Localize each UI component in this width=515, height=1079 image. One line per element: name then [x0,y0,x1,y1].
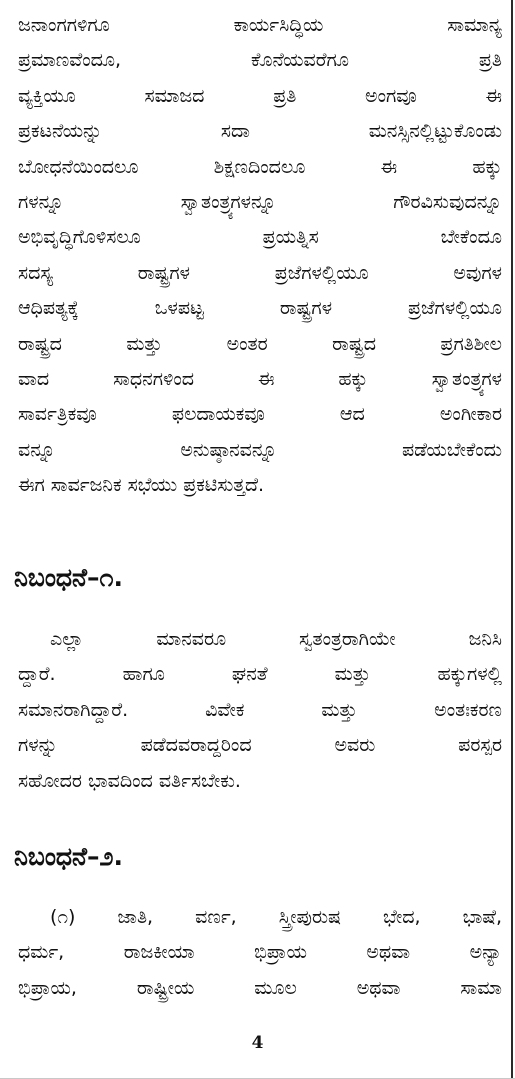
text-line: ಪ್ರಕಟನೆಯನ್ನು ಸದಾ ಮನಸ್ಸಿನಲ್ಲಿಟ್ಟುಕೊಂಡು [18,120,502,143]
text-line: ಸಮಾನರಾಗಿದ್ದಾರೆ. ವಿವೇಕ ಮತ್ತು ಅಂತಃಕರಣ [18,698,502,721]
text-line: ಎಲ್ಲಾ ಮಾನವರೂ ಸ್ವತಂತ್ರರಾಗಿಯೇ ಜನಿಸಿ [50,628,502,650]
text-line: ಸಹೋದರ ಭಾವದಿಂದ ವರ್ತಿಸಬೇಕು. [18,769,241,792]
text-line: ವನ್ನೂ ಅನುಷ್ಠಾನವನ್ನೂ ಪಡೆಯಬೇಕೆಂದು [18,438,502,461]
article-2-heading: ನಿಬಂಧನೆ–೨. [14,842,123,871]
text-line: ಆಧಿಪತ್ಯಕ್ಕೆ ಒಳಪಟ್ಟ ರಾಷ್ಟ್ರಗಳ ಪ್ರಜೆಗಳಲ್ಲಿಯೂ [18,297,502,320]
article-1-heading: ನಿಬಂಧನೆ–೧. [14,563,123,592]
text-line: ರಾಷ್ಟ್ರದ ಮತ್ತು ಅಂತರ ರಾಷ್ಟ್ರದ ಪ್ರಗತಿಶೀಲ [18,332,502,355]
paragraph-preamble [18,8,502,503]
text-line: (೧) ಜಾತಿ, ವರ್ಣ, ಸ್ತ್ರೀಪುರುಷ ಭೇದ, ಭಾಷೆ, [50,906,502,928]
text-line: ಜನಾಂಗಗಳಿಗೂ ಕಾರ್ಯಸಿದ್ಧಿಯ ಸಾಮಾನ್ಯ [18,14,502,36]
paragraph-article-1 [18,622,502,799]
text-line: ಈಗ ಸಾರ್ವಜನಿಕ ಸಭೆಯು ಪ್ರಕಟಿಸುತ್ತದೆ. [18,474,265,497]
text-line: ಸಾರ್ವತ್ರಿಕವೂ ಫಲದಾಯಕವೂ ಆದ ಅಂಗೀಕಾರ [18,403,502,426]
text-line: ಬೋಧನೆಯಿಂದಲೂ ಶಿಕ್ಷಣದಿಂದಲೂ ಈ ಹಕ್ಕು [18,155,502,178]
text-line: ಗಳನ್ನು ಪಡೆದವರಾದ್ದರಿಂದ ಅವರು ಪರಸ್ಪರ [18,734,502,757]
text-line: ಅಭಿವೃದ್ಧಿಗೊಳಿಸಲೂ ಪ್ರಯತ್ನಿಸ ಬೇಕೆಂದೂ [18,226,502,249]
text-line: ದ್ದಾರೆ. ಹಾಗೂ ಘನತೆ ಮತ್ತು ಹಕ್ಕುಗಳಲ್ಲಿ [18,663,502,686]
text-line: ಸದಸ್ಯ ರಾಷ್ಟ್ರಗಳ ಪ್ರಜೆಗಳಲ್ಲಿಯೂ ಅವುಗಳ [18,261,502,284]
text-line: ವಾದ ಸಾಧನಗಳಿಂದ ಈ ಹಕ್ಕು ಸ್ವಾತಂತ್ರ್ಯಗಳ [18,367,502,390]
text-line: ವ್ಯಕ್ತಿಯೂ ಸಮಾಜದ ಪ್ರತಿ ಅಂಗವೂ ಈ [18,84,502,107]
text-line: ಧರ್ಮ, ರಾಜಕೀಯಾ ಭಿಪ್ರಾಯ ಅಥವಾ ಅನ್ಯಾ [18,941,502,964]
page-number: 4 [251,1033,264,1053]
text-line: ಭಿಪ್ರಾಯ, ರಾಷ್ಟ್ರೀಯ ಮೂಲ ಅಥವಾ ಸಾಮಾ [18,976,502,999]
paragraph-article-2 [18,900,502,1006]
text-line: ಗಳನ್ನೂ ಸ್ವಾತಂತ್ರ್ಯಗಳನ್ನೂ ಗೌರವಿಸುವುದನ್ನೂ [18,190,502,213]
text-line: ಪ್ರಮಾಣವೆಂದೂ, ಕೊನೆಯವರೆಗೂ ಪ್ರತಿ [18,49,502,72]
page-edge-rule [511,0,513,1079]
